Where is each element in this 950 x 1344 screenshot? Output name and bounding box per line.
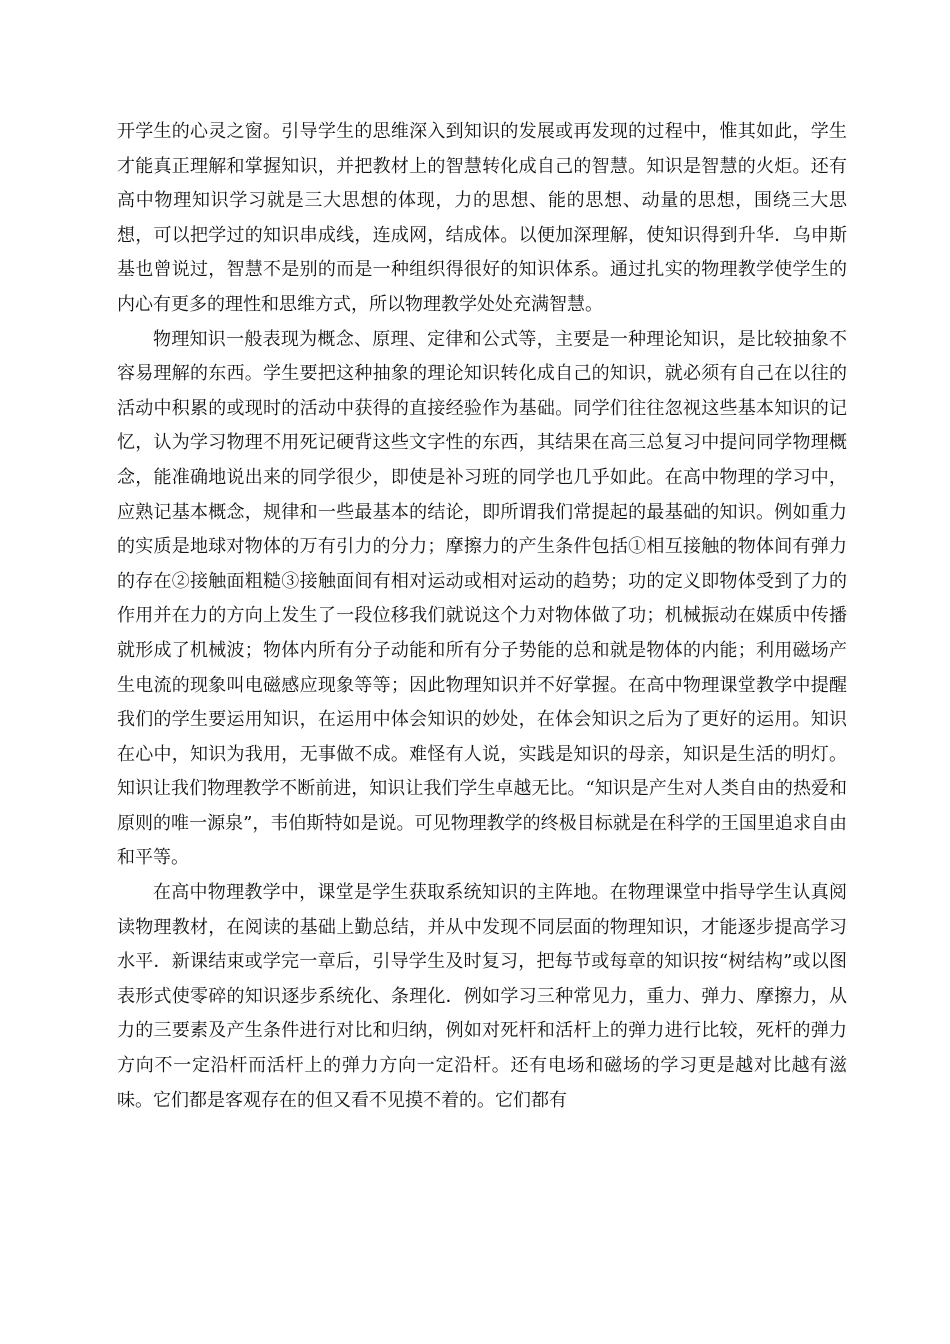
- document-body: [117, 115, 847, 1118]
- paragraph-2: 物理知识一般表现为概念、原理、定律和公式等，主要是一种理论知识，是比较抽象不容易理解的东西。学生要把这种抽象的理论知识转化成自己的知识，就必须有自己在以往的活动中积累的或现时的活动中获得的直接经验作为基础。同学们往往忽视这些基本知识的记忆，认为学习物理不用死记硬背这些文字性的东西，其结果在高三总复习中提问同学物理概念，能准确地说出来的同学很少，即使是补习班的同学也几乎如此。在高中物理的学习中，应熟记基本概念，规律和一些最基本的结论，即所谓我们常提起的最基础的知识。例如重力的实质是地球对物体的万有引力的分力；摩擦力的产生条件包括①相互接触的物体间有弹力的存在②接触面粗糙③接触面间有相对运动或相对运动的趋势；功的定义即物体受到了力的作用并在力的方向上发生了一段位移我们就说这个力对物体做了功；机械振动在媒质中传播就形成了机械波；物体内所有分子动能和所有分子势能的总和就是物体的内能；利用磁场产生电流的现象叫电磁感应现象等等；因此物理知识并不好掌握。在高中物理课堂教学中提醒我们的学生要运用知识，在运用中体会知识的妙处，在体会知识之后为了更好的运用。知识在心中，知识为我用，无事做不成。难怪有人说，实践是知识的母亲，知识是生活的明灯。知识让我们物理教学不断前进，知识让我们学生卓越无比。“知识是产生对人类自由的热爱和原则的唯一源泉”，韦伯斯特如是说。可见物理教学的终极目标就是在科学的王国里追求自由和平等。: [117, 328, 847, 869]
- paragraph-3: 在高中物理教学中，课堂是学生获取系统知识的主阵地。在物理课堂中指导学生认真阅读物理教材，在阅读的基础上勤总结，并从中发现不同层面的物理知识，才能逐步提高学习水平．新课结束或学完一章后，引导学生及时复习，把每节或每章的知识按“树结构”或以图表形式使零碎的知识逐步系统化、条理化．例如学习三种常见力，重力、弹力、摩擦力，从力的三要素及产生条件进行对比和归纳，例如对死杆和活杆上的弹力进行比较，死杆的弹力方向不一定沿杆而活杆上的弹力方向一定沿杆。还有电场和磁场的学习更是越对比越有滋味。它们都是客观存在的但又看不见摸不着的。它们都有: [117, 882, 847, 1111]
- paragraph-1: 开学生的心灵之窗。引导学生的思维深入到知识的发展或再发现的过程中，惟其如此，学生才能真正理解和掌握知识，并把教材上的智慧转化成自己的智慧。知识是智慧的火炬。还有高中物理知识学习就是三大思想的体现，力的思想、能的思想、动量的思想，围绕三大思想，可以把学过的知识串成线，连成网，结成体。以便加深理解，使知识得到升华．乌申斯基也曾说过，智慧不是别的而是一种组织得很好的知识体系。通过扎实的物理教学使学生的内心有更多的理性和思维方式，所以物理教学处处充满智慧。: [117, 121, 847, 315]
